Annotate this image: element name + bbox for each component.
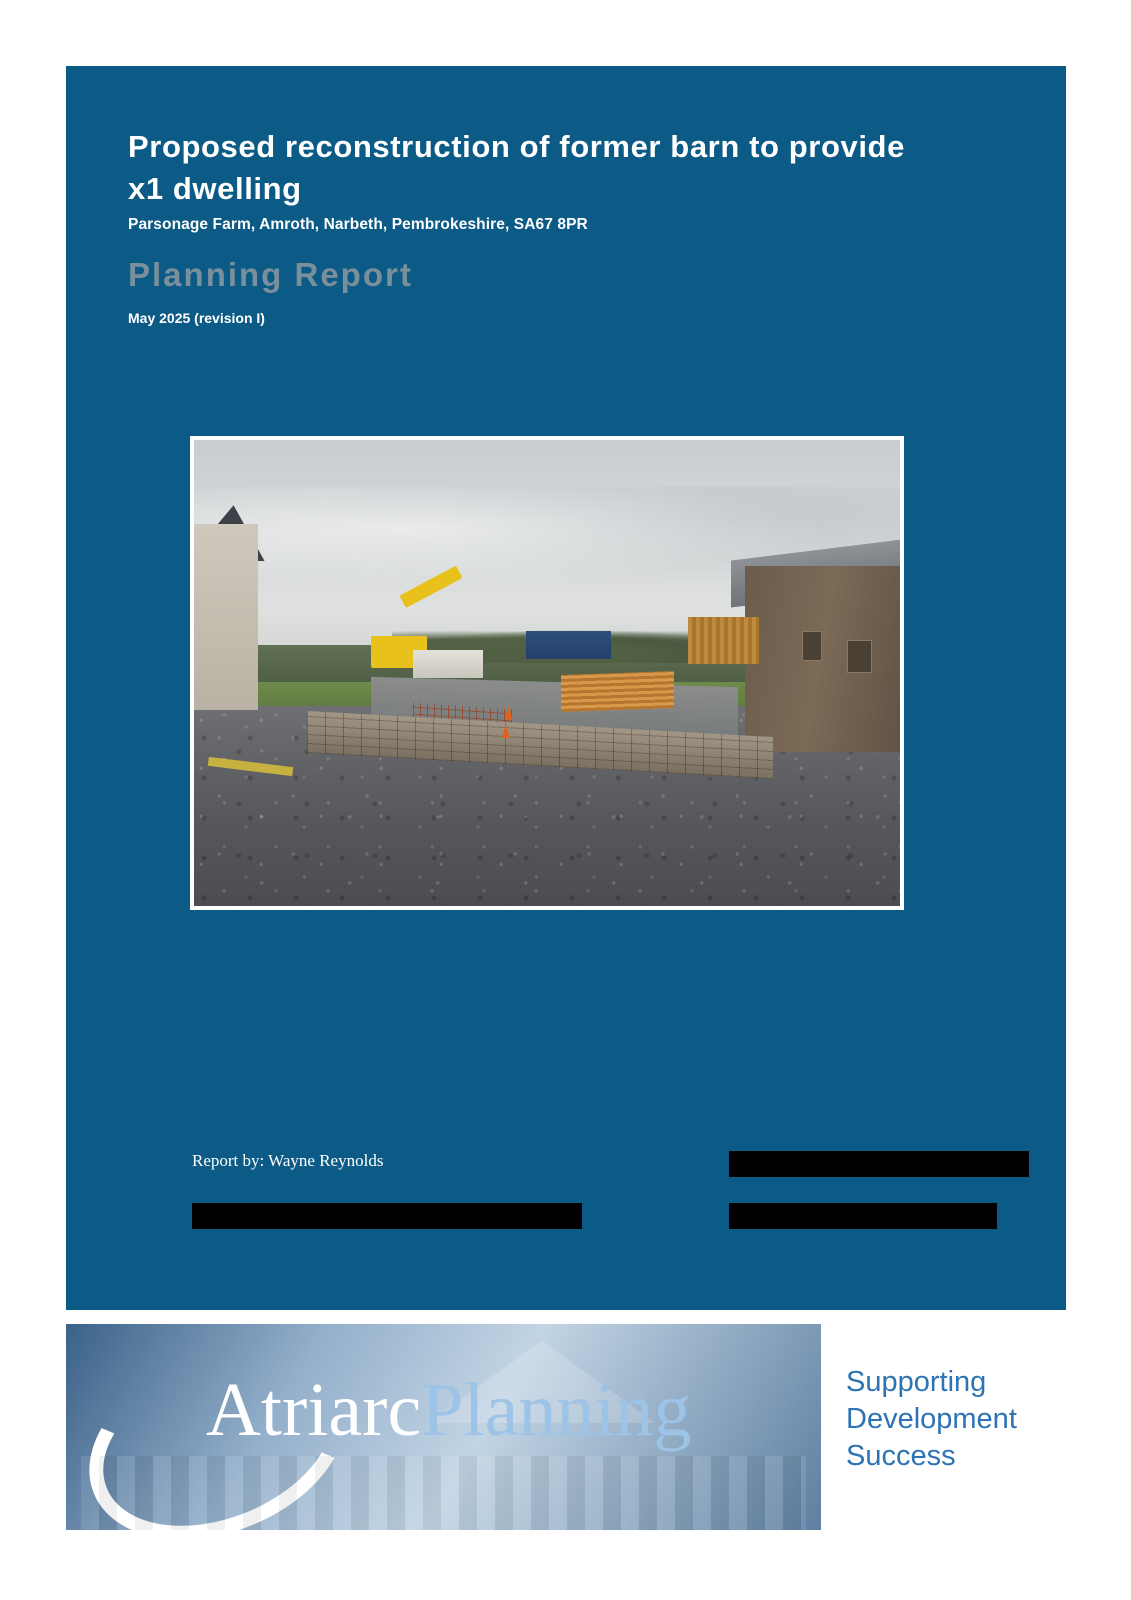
tagline-line-2: Development	[846, 1403, 1017, 1436]
brand-name-second: Planning	[421, 1368, 692, 1452]
photo-timber-fence	[688, 617, 759, 664]
site-address: Parsonage Farm, Amroth, Narbeth, Pembrokeshire, SA67 8PR	[128, 215, 588, 233]
brand-name-first: Atriarc	[206, 1368, 422, 1452]
report-author: Report by: Wayne Reynolds	[192, 1151, 384, 1170]
cover-panel	[66, 66, 1066, 1310]
photo-material-bags	[413, 650, 484, 678]
report-date: May 2025 (revision I)	[128, 309, 265, 326]
tagline-line-1: Supporting	[846, 1366, 987, 1398]
logo-backdrop-image	[66, 1324, 821, 1530]
cover-photo	[190, 436, 904, 910]
photo-site-container	[526, 631, 611, 659]
redacted-contact-1	[729, 1151, 1029, 1177]
cover-photo-image	[194, 440, 900, 906]
report-type-heading: Planning Report	[128, 255, 413, 293]
page-title: Proposed reconstruction of former barn to provide x1 dwelling	[128, 129, 905, 206]
redacted-contact-2	[192, 1203, 582, 1229]
tagline-line-3: Success	[846, 1440, 956, 1473]
redacted-contact-3	[729, 1203, 997, 1229]
brand-logo	[206, 1368, 692, 1452]
brand-tagline	[846, 1364, 1017, 1475]
photo-barn-window	[802, 631, 822, 661]
photo-barn-window	[847, 640, 872, 672]
footer-logo-band	[66, 1324, 1066, 1530]
photo-left-building	[194, 524, 258, 710]
photo-timber-stack	[561, 671, 674, 712]
title-block	[128, 126, 948, 326]
